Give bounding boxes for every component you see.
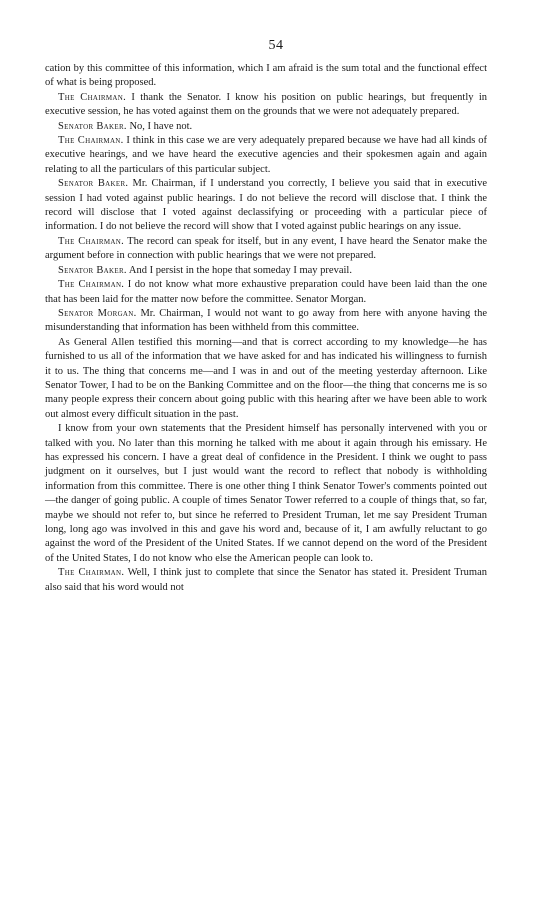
paragraph-text: I know from your own statements that the President himself has personally intervened with you or talked with you. No later than this morning he talked with me about it again through his emissary. He has expressed his concern. I have a great deal of confidence in the President. I think we ought to pass judgment on it ourselves, but I just would want the record to reflect that nobody is withholding information from this committee. There is one other thing I think Senator Tower's comments pointed out—the danger of going public. A couple of times Senator Tower referred to a couple of things that, so far, maybe we should not refer to, but since he referred to President Truman, let me say President Truman long, long ago was involved in this and gave his word and, because of it, I am awfully reluctant to go against the word of the President of the United States. If we cannot depend on the word of the President of the United States, I do not know who else the American people can look to. <box>45 423 487 564</box>
speaker-name: Senator Baker. <box>58 264 127 276</box>
paragraph-text: I thank the Senator. I know his position on public hearings, but frequently in executive session, he has voted against them on the grounds that we were not adequately prepared. <box>45 91 487 118</box>
paragraph-8 <box>45 278 487 307</box>
speaker-name: The Chairman. <box>58 279 125 291</box>
speaker-name: Senator Baker. <box>58 120 127 132</box>
paragraph-6 <box>45 235 487 264</box>
paragraph-9 <box>45 307 487 336</box>
paragraph-text: Mr. Chairman, I would not want to go away from here with anyone having the misunderstanding that information has been withheld from this committee. <box>45 307 487 334</box>
paragraph-text: The record can speak for itself, but in any event, I have heard the Senator make the argument before in connection with public hearings that we were not prepared. <box>45 235 488 262</box>
paragraph-text: I think in this case we are very adequately prepared because we have had all kinds of executive hearings, and we have heard the executive agencies and their spokesmen again and again relating to all the particulars of this particular subject. <box>45 135 487 175</box>
paragraph-text: Mr. Chairman, if I understand you correctly, I believe you said that in executive session I had voted against public hearings. I do not believe the record will disclose that. I think the record will disclose that I voted against declassifying or proceeding with a particular piece of information. I do not believe the record will show that I voted against public hearings on any issue. <box>45 178 487 233</box>
paragraph-2 <box>45 91 487 120</box>
speaker-name: The Chairman. <box>58 235 125 247</box>
paragraph-4 <box>45 134 487 177</box>
paragraph-12 <box>45 566 487 595</box>
paragraph-3 <box>45 120 487 134</box>
paragraph-7 <box>45 264 487 278</box>
paragraph-1 <box>45 62 487 91</box>
paragraph-text: As General Allen testified this morning—and that is correct according to my knowledge—he has furnished to us all of the information that we have asked for and has indicated his willingness to furnish it to us. The thing that concerns me—and I was in and out of the meeting yesterday afternoon. Like Senator Tower, I had to be on the Banking Committee and on the floor—the thing that concerns me is so many people express their concern about going public with this hearing after we have been able to work out almost every difficult situation in the past. <box>45 336 487 420</box>
speaker-name: The Chairman. <box>58 135 124 147</box>
paragraph-11 <box>45 422 487 566</box>
paragraph-text: And I persist in the hope that someday I may prevail. <box>126 264 352 276</box>
speaker-name: Senator Baker. <box>58 178 129 190</box>
paragraph-text: Well, I think just to complete that since the Senator has stated it. President Truman also said that his word would not <box>45 567 488 593</box>
paragraph-text: I do not know what more exhaustive preparation could have been laid than the one that has been laid for the matter now before the committee. Senator Morgan. <box>45 279 487 305</box>
page-number: 54 <box>268 38 284 53</box>
speaker-name: Senator Morgan. <box>58 307 137 319</box>
speaker-name: The Chairman. <box>58 567 125 579</box>
speaker-name: The Chairman. <box>58 91 127 103</box>
paragraph-text: No, I have not. <box>126 120 193 132</box>
transcript-body <box>45 62 487 595</box>
paragraph-text: cation by this committee of this information, which I am afraid is the sum total and the functional effect of what is being proposed. <box>45 63 487 89</box>
paragraph-5 <box>45 177 487 235</box>
paragraph-10 <box>45 336 487 422</box>
